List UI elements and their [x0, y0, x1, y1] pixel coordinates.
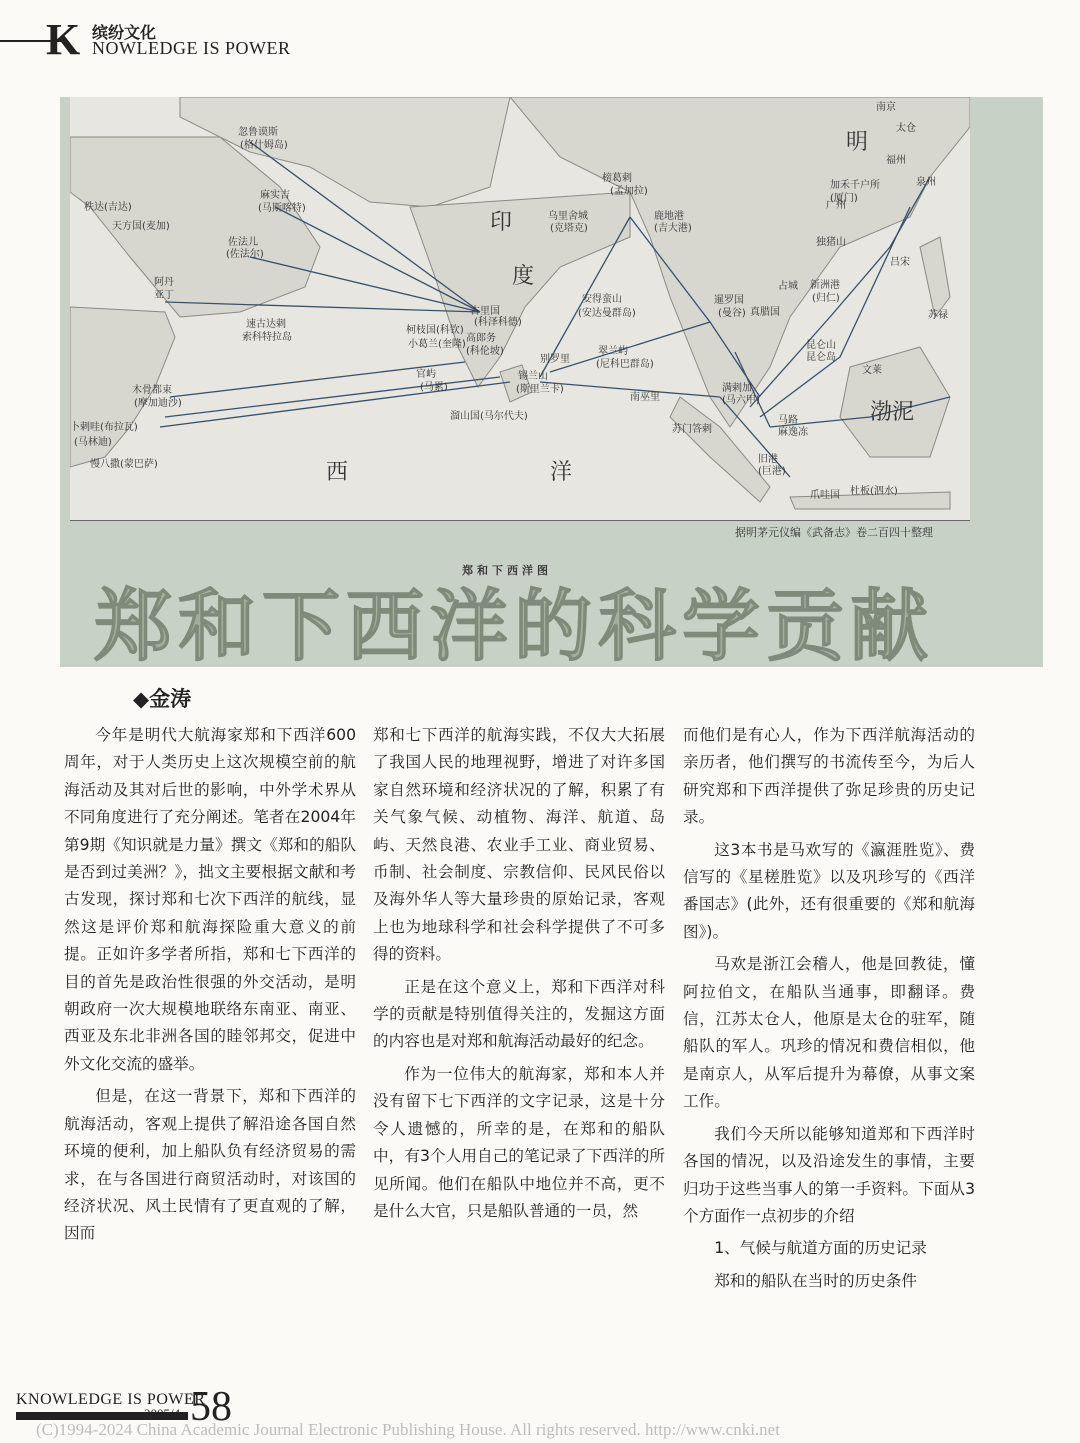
map-place-label: (安达曼群岛)	[578, 308, 636, 319]
philippines-land	[920, 237, 950, 317]
map-place-label: 旧港	[758, 454, 778, 465]
paragraph: 正是在这个意义上，郑和下西洋对科学的贡献是特别值得关注的，发掘这方面的内容也是对郑和航海活动最好的纪念。	[373, 977, 665, 1051]
map-place-label: 吕宋	[890, 257, 910, 268]
map-place-label: 榜葛剌	[602, 173, 632, 184]
map-place-label: (斯里兰卡)	[516, 384, 564, 395]
map-place-label: 太仓	[896, 123, 916, 134]
map-place-label: 昆仑岛	[806, 352, 836, 363]
paragraph: 而他们是有心人，作为下西洋航海活动的亲历者，他们撰写的书流传至今，为后人研究郑和下西洋提供了弥足珍贵的历史记录。	[683, 726, 975, 827]
map-place-label: 秩达(吉达)	[84, 202, 132, 213]
map-place-label: (曼谷)	[718, 308, 746, 319]
arabia-land	[70, 137, 320, 317]
map-place-label: 福州	[886, 155, 906, 166]
map-place-label: 文莱	[862, 365, 882, 376]
map-place-label: 小葛兰(奎隆)	[408, 339, 466, 350]
copyright-notice: (C)1994-2024 China Academic Journal Electronic Publishing House. All rights reserved. http://www.cnki.net	[36, 1420, 780, 1439]
map-place-label: 翠兰屿	[598, 346, 628, 357]
map-source-caption: 据明茅元仪编《武备志》卷二百四十整理	[735, 526, 933, 539]
map-place-label: (马累)	[420, 382, 448, 393]
map-place-label: 卜剌哇(布拉瓦)	[70, 422, 138, 433]
map-place-label: (马斯喀特)	[258, 203, 306, 214]
map-title: 郑和下西洋图	[462, 564, 552, 577]
map-place-label: (科泽科德)	[474, 317, 522, 328]
map-place-label: 爪哇国	[810, 490, 840, 501]
map-place-label: 麻实吉	[260, 190, 290, 201]
map-place-label: 速古达剌	[246, 319, 286, 330]
paragraph: 这3本书是马欢写的《瀛涯胜览》、费信写的《星槎胜览》以及巩珍写的《西洋番国志》(此外，还有很重要的《郑和航海图》)。	[683, 840, 975, 941]
map-place-label: (吉大港)	[654, 223, 692, 234]
map-place-label: 暹罗国	[714, 295, 744, 306]
map-place-label: (摩加迪沙)	[134, 398, 182, 409]
page-number: 58	[190, 1384, 232, 1430]
map-place-label: 亚丁	[154, 290, 174, 301]
paragraph: 我们今天所以能够知道郑和下西洋时各国的情况，以及沿途发生的事情，主要归功于这些当事人的第一手资料。下面从3个方面作一点初步的介绍	[683, 1124, 975, 1225]
voyage-map	[70, 97, 970, 521]
map-place-label: 锡兰山	[518, 371, 548, 382]
map-place-label: 柯枝国(科钦)	[406, 325, 464, 336]
map-place-label: 乌里舍城	[548, 211, 588, 222]
paragraph: 今年是明代大航海家郑和下西洋600周年，对于人类历史上这次规模空前的航海活动及其对后世的影响，中外学术界从不同角度进行了充分阐述。笔者在2004年第9期《知识就是力量》撰文《郑和的船队是否到过美洲？》，拙文主要根据文献和考古发现，探讨郑和七次下西洋的航线，显然这是评价郑和航海探险重大意义的前提。正如许多学者所指，郑和七下西洋的目的首先是政治性很强的外交活动，是明朝政府一次大规模地联络东南亚、南亚、西亚及东北非洲各国的睦邻邦交，促进中外文化交流的盛举。	[64, 726, 356, 1073]
map-place-label: 明	[846, 130, 869, 155]
map-place-label: 古里国	[470, 306, 500, 317]
map-place-label: 麻逸冻	[778, 427, 808, 438]
map-place-label: 洋	[550, 460, 573, 485]
map-geography	[70, 97, 970, 520]
map-place-label: 别罗里	[540, 354, 570, 365]
masthead-brand: NOWLEDGE IS POWER	[92, 38, 291, 58]
map-place-label: 苏门答剌	[672, 424, 712, 435]
text-column-3	[683, 722, 975, 1300]
map-place-label: 溜山国(马尔代夫)	[450, 411, 528, 422]
paragraph: 郑和七下西洋的航海实践，不仅大大拓展了我国人民的地理视野，增进了对许多国家自然环境和经济状况的了解，积累了有关气象气候、动植物、海洋、航道、岛屿、天然良港、农业手工业、商业贸易、币制、社会制度、宗教信仰、民风民俗以及海外华人等大量珍贵的原始记录，客观上也为地球科学和社会科学提供了不可多得的资料。	[373, 726, 665, 964]
paragraph: 郑和的船队在当时的历史条件	[714, 1271, 917, 1290]
article-author: ◆金涛	[133, 687, 192, 711]
text-column-1	[64, 722, 356, 1253]
map-place-label: (马六甲)	[722, 395, 760, 406]
map-place-label: 佐法儿	[228, 237, 258, 248]
map-place-label: (尼科巴群岛)	[596, 359, 654, 370]
footer-brand: KNOWLEDGE IS POWER	[16, 1391, 206, 1408]
map-place-label: (厦门)	[830, 193, 858, 204]
map-place-label: 昆仑山	[806, 340, 836, 351]
map-place-label: (佐法尔)	[226, 249, 264, 260]
map-place-label: 渤泥	[870, 400, 915, 425]
map-place-label: 高郎务	[466, 333, 496, 344]
map-place-label: 南巫里	[630, 392, 660, 403]
map-place-label: 加禾千户所	[830, 180, 880, 191]
section-heading: 1、气候与航道方面的历史记录	[714, 1239, 927, 1258]
map-place-label: 慢八撒(蒙巴萨)	[90, 459, 158, 470]
map-place-label: 南京	[876, 102, 896, 113]
map-place-label: 广州	[826, 200, 846, 211]
paragraph: 但是，在这一背景下，郑和下西洋的航海活动，客观上提供了解沿途各国自然环境的便利，加上船队负有经济贸易的需求，在与各国进行商贸活动时，对该国的经济状况、风土民情有了更直观的了解，因而	[64, 1087, 356, 1243]
masthead-logo-letter: K	[46, 15, 81, 64]
article-headline: 郑和下西洋的科学贡献	[94, 582, 935, 672]
paragraph: 马欢是浙江会稽人，他是回教徒，懂阿拉伯文，在船队当通事，即翻译。费信，江苏太仓人，他原是太仓的驻军，随船队的军人。巩珍的情况和费信相似，他是南京人，从军后提升为幕僚，从事文案工作。	[683, 955, 975, 1111]
map-place-label: 官屿	[416, 369, 436, 380]
map-place-label: 占城	[778, 281, 798, 292]
map-place-label: 天方国(麦加)	[112, 221, 170, 232]
footer-bar	[16, 1412, 188, 1420]
map-place-label: 独猪山	[816, 237, 846, 248]
map-place-label: 安得蛮山	[582, 294, 622, 305]
map-place-label: 西	[326, 460, 349, 485]
map-place-label: 鹿地港	[654, 211, 684, 222]
map-place-label: 满剌加	[722, 383, 752, 394]
map-place-label: 马路	[778, 415, 798, 426]
map-place-label: 苏禄	[928, 310, 948, 321]
map-place-label: (马林迪)	[74, 437, 112, 448]
map-place-label: 阿丹	[154, 277, 174, 288]
map-place-label: (格什姆岛)	[240, 140, 288, 151]
map-place-label: 新洲港	[810, 280, 840, 291]
map-place-label: (科伦坡)	[466, 346, 504, 357]
map-place-label: 木骨都束	[132, 385, 172, 396]
section-title: 缤纷文化	[92, 23, 157, 42]
map-place-label: 印	[490, 210, 513, 235]
map-place-label: (克塔克)	[550, 223, 588, 234]
map-place-label: (巨港)	[758, 466, 786, 477]
text-column-2	[373, 722, 665, 1230]
map-place-label: 真腊国	[750, 307, 780, 318]
map-place-label: (孟加拉)	[610, 186, 648, 197]
map-place-label: 杜板(泗水)	[850, 486, 898, 497]
map-place-label: 索科特拉岛	[242, 332, 292, 343]
map-place-label: 忽鲁谟斯	[238, 127, 278, 138]
map-place-label: 泉州	[916, 177, 936, 188]
map-place-label: (归仁)	[812, 293, 840, 304]
paragraph: 作为一位伟大的航海家，郑和本人并没有留下七下西洋的文字记录，这是十分令人遗憾的，所幸的是，在郑和的船队中，有3个人用自己的笔记录了下西洋的所见所闻。他们在船队中地位并不高，更不是什么大官，只是船队普通的一员，然	[373, 1064, 665, 1220]
map-place-label: 度	[512, 264, 535, 289]
